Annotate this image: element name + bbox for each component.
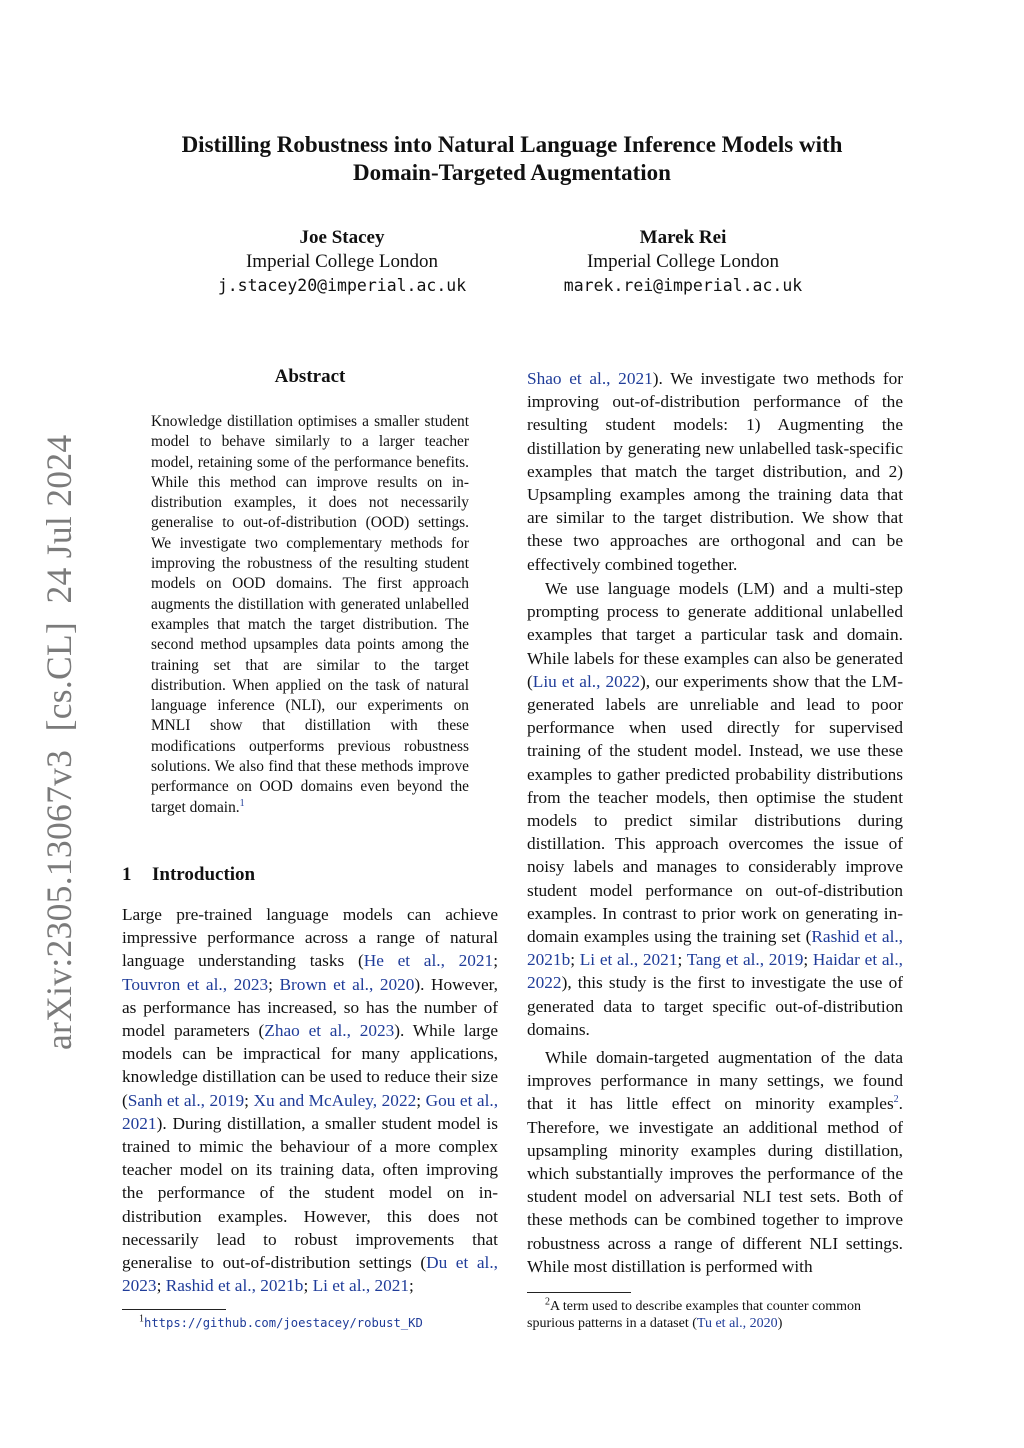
- citation-link[interactable]: Haidar et al., 2022: [527, 950, 903, 993]
- footnote-number: 1: [139, 1313, 144, 1325]
- citation-link[interactable]: Shao et al., 2021: [527, 369, 653, 388]
- right-paragraph-1: [527, 367, 903, 576]
- citation-link[interactable]: Zhao et al., 2023: [264, 1021, 395, 1041]
- citation-link[interactable]: Rashid et al., 2021b: [527, 927, 904, 970]
- citation-link[interactable]: Gou et al., 2021: [122, 1090, 499, 1133]
- abstract-text: Knowledge distillation optimises a smaller student model to behave similarly to a larger teacher model, retaining some of the performance benefits. While this method can improve results on in-distribution examples, it does not necessarily generalise to out-of-distribution (OOD) settings. We investigate two complementary methods for improving the robustness of the resulting student models on OOD domains. The first approach augments the distillation with generated unlabelled examples that match the target distribution. The second method upsamples data points among the training set that are similar to the target distribution. When applied on the task of natural language inference (NLI), our experiments on MNLI show that distillation with these modifications outperforms previous robustness solutions. We also find that these methods improve performance on OOD domains even beyond the target domain.: [151, 413, 469, 816]
- citation-link[interactable]: Li et al., 2021: [579, 950, 678, 970]
- author-name: Joe Stacey: [299, 227, 385, 248]
- citation-link[interactable]: Li et al., 2021: [312, 1276, 410, 1296]
- citation-link[interactable]: Liu et al., 2022: [532, 671, 641, 691]
- footnote-1: [139, 1314, 423, 1332]
- text-run: We use language models (LM) and a multi-step prompting process to generate additional unlabelled examples that target a particular task and domain. While labels for these examples can also be generated (: [527, 579, 903, 691]
- footnote-mark-1[interactable]: 1: [239, 797, 245, 809]
- citation-link[interactable]: Rashid et al., 2021b: [165, 1276, 304, 1296]
- citation-link[interactable]: Tang et al., 2019: [686, 950, 804, 970]
- footnote-divider-right: [527, 1292, 631, 1293]
- right-paragraph-3: [527, 1046, 903, 1278]
- text-run: ;: [570, 950, 580, 970]
- text-run: ). However, as performance has increased, so has the number of model parameters (: [122, 974, 498, 1041]
- author-name: Marek Rei: [639, 227, 727, 248]
- author-affiliation: Imperial College London: [586, 251, 780, 272]
- text-run: ;: [493, 951, 498, 971]
- paper-title: [110, 131, 914, 187]
- abstract-heading: Abstract: [274, 366, 346, 387]
- arxiv-identifier-stamp: arXiv:2305.13067v3 [cs.CL] 24 Jul 2024: [39, 434, 79, 1050]
- citation-link[interactable]: Du et al., 2023: [122, 1253, 498, 1296]
- text-run: ). We investigate two methods for improving out-of-distribution performance of the resulting student models: 1) Augmenting the distillation by generating new unlabelled task-specific examples that match the target distribution, and 2) Upsampling examples among the training data that are similar to the target distribution. We show that these two approaches are orthogonal and can be effectively combined together.: [527, 369, 903, 574]
- citation-link[interactable]: He et al., 2021: [363, 951, 494, 971]
- author-email[interactable]: j.stacey20@imperial.ac.uk: [217, 276, 467, 295]
- title-line-1: Distilling Robustness into Natural Language Inference Models with: [181, 132, 843, 157]
- text-run: . Therefore, we investigate an additional method of upsampling minority examples during distillation, which substantially improves the performance of the student model on adversarial NLI test sets. Both of these methods can be combined together to improve robustness across a range of different NLI settings. While most distillation is performed with: [527, 1094, 903, 1276]
- text-run: ;: [244, 1090, 254, 1110]
- text-run: ). During distillation, a smaller student model is trained to mimic the behaviour of a more complex teacher model on its training data, often improving the performance of the student model on in-distribution examples. However, this does not necessarily lead to robust improvements that generalise to out-of-distribution settings (: [122, 1113, 498, 1273]
- citation-link[interactable]: Xu and McAuley, 2022: [253, 1090, 417, 1110]
- text-run: ;: [409, 1276, 414, 1296]
- text-run: A term used to describe examples that counter common spurious patterns in a dataset (: [527, 1299, 862, 1331]
- right-paragraph-2: [527, 577, 903, 1041]
- author-block-2: [523, 226, 843, 298]
- text-run: ), our experiments show that the LM-generated labels are unreliable and lead to poor performance when used directly for supervised training of the student model. Instead, we use these examples to gather predicted probability distributions from the teacher models, then optimise the student models to predict similar distributions during distillation. This approach overcomes the issue of noisy labels and manages to considerably improve student model performance on out-of-distribution examples. In contrast to prior work on generating in-domain examples using the training set (: [527, 671, 904, 947]
- text-run: ): [777, 1316, 783, 1331]
- text-run: Large pre-trained language models can achieve impressive performance across a range of natural language understanding tasks (: [122, 905, 498, 971]
- text-run: While domain-targeted augmentation of the data improves performance in many settings, we found that it has little effect on minority examples: [527, 1048, 903, 1114]
- footnote-2: [527, 1298, 907, 1332]
- citation-link[interactable]: Touvron et al., 2023: [122, 974, 269, 994]
- text-run: ;: [416, 1090, 426, 1110]
- text-run: ;: [303, 1276, 313, 1296]
- text-run: ), this study is the first to investigate the use of generated data to target specific out-of-distribution domains.: [527, 973, 903, 1039]
- text-run: ). While large models can be impractical for many applications, knowledge distillation can be used to reduce their size (: [122, 1021, 499, 1110]
- citation-link[interactable]: Sanh et al., 2019: [127, 1090, 245, 1110]
- abstract-body: [151, 412, 469, 818]
- footnote-mark-2[interactable]: 2: [893, 1094, 899, 1106]
- text-run: ;: [268, 974, 280, 994]
- author-block-1: [182, 226, 502, 298]
- text-run: ;: [677, 950, 687, 970]
- text-run: ;: [803, 950, 813, 970]
- section-heading-introduction: [122, 864, 255, 886]
- section-number: 1: [122, 864, 132, 885]
- author-email[interactable]: marek.rei@imperial.ac.uk: [563, 276, 803, 295]
- section-title: Introduction: [152, 864, 256, 885]
- intro-paragraph-1: [122, 903, 498, 1297]
- footnote-divider-left: [122, 1309, 226, 1310]
- title-line-2: Domain-Targeted Augmentation: [353, 160, 671, 185]
- citation-link[interactable]: Tu et al., 2020: [696, 1316, 778, 1331]
- citation-link[interactable]: Brown et al., 2020: [279, 974, 415, 994]
- repository-url-link[interactable]: https://github.com/joestacey/robust_KD: [144, 1316, 423, 1330]
- text-run: ;: [156, 1276, 166, 1296]
- author-affiliation: Imperial College London: [245, 251, 439, 272]
- footnote-number: 2: [545, 1296, 550, 1308]
